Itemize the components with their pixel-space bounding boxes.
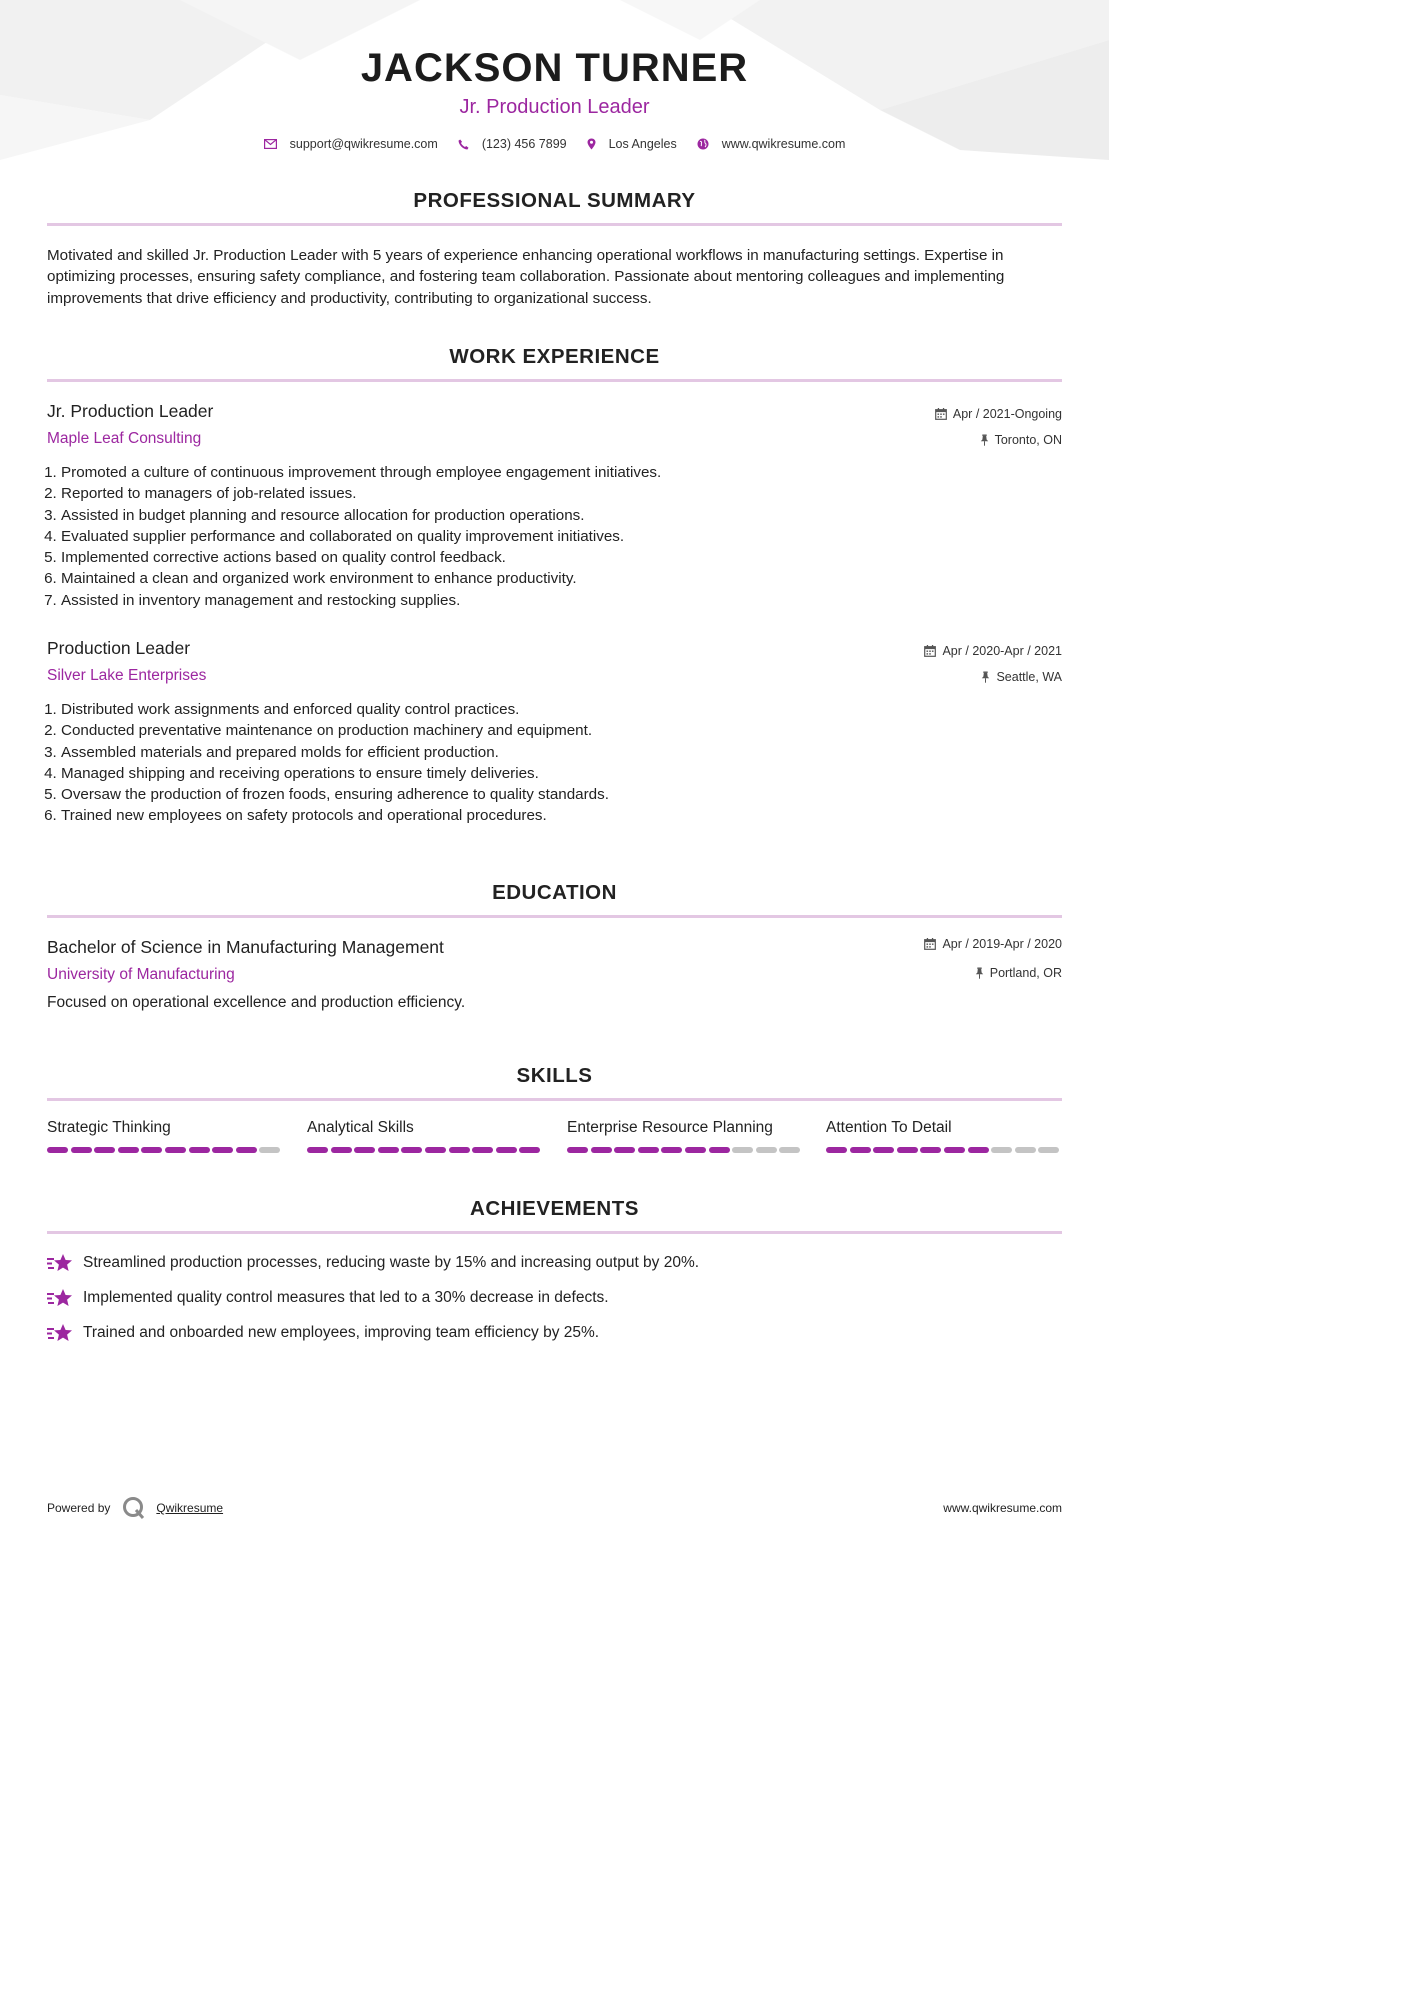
achievements-divider [47,1231,1062,1234]
skill-dot-filled [826,1147,847,1153]
achievement-item [47,1323,599,1343]
calendar-icon [924,645,936,657]
list-item: 3. Assembled materials and prepared molds for efficient production. [61,742,1041,763]
job-location [981,670,1062,684]
skill-dot-empty [756,1147,777,1153]
job-responsibilities [47,699,1041,827]
achievement-item [47,1288,609,1308]
job-responsibilities [47,462,1041,611]
education-location [975,966,1062,980]
summary-text: Motivated and skilled Jr. Production Leader with 5 years of experience enhancing operational workflows in manufacturing settings. Expertise in optimizing processes, ensuring safety compliance, and fostering team collaboration. Passionate about mentoring colleagues and implementing improvements that drive efficiency and productivity, contributing to organizational success. [47,247,1005,307]
list-item: 2. Reported to managers of job-related issues. [61,483,1041,504]
list-item: 5. Oversaw the production of frozen foods, ensuring adherence to quality standards. [61,784,1041,805]
job-dates [924,644,1062,658]
skill-dot-filled [47,1147,68,1153]
education-description: Focused on operational excellence and production efficiency. [47,994,466,1011]
job-dates-text: Apr / 2020-Apr / 2021 [942,644,1062,658]
skill-dot-filled [236,1147,257,1153]
envelope-icon [264,139,277,149]
skill-name: Strategic Thinking [47,1119,171,1136]
skill-dot-filled [661,1147,682,1153]
school-name: University of Manufacturing [47,966,235,983]
education-dates-text: Apr / 2019-Apr / 2020 [942,937,1062,951]
skill-dot-filled [354,1147,375,1153]
skill-dot-filled [331,1147,352,1153]
skill-rating [826,1147,1062,1153]
skill-dot-filled [71,1147,92,1153]
list-item: 1. Distributed work assignments and enforced quality control practices. [61,699,1041,720]
skill-dot-filled [141,1147,162,1153]
degree-title: Bachelor of Science in Manufacturing Management [47,937,444,957]
phone-icon [458,139,469,150]
achievement-item [47,1253,699,1273]
skill-dot-filled [425,1147,446,1153]
skill-name: Analytical Skills [307,1119,414,1136]
contact-website-text: www.qwikresume.com [721,137,846,151]
summary-divider [47,223,1062,226]
skill-dot-filled [118,1147,139,1153]
skill-dot-filled [591,1147,612,1153]
experience-heading: WORK EXPERIENCE [449,345,660,368]
qwikresume-link[interactable]: Qwikresume [156,1501,224,1515]
pushpin-icon [975,967,984,979]
qwikresume-logo-icon [122,1496,146,1520]
skill-dot-empty [779,1147,800,1153]
skill-rating [567,1147,803,1153]
education-divider [47,915,1062,918]
skills-divider [47,1098,1062,1101]
skill-dot-filled [378,1147,399,1153]
job-title: Production Leader [47,638,191,658]
contact-location [587,137,677,151]
skill-dot-filled [897,1147,918,1153]
candidate-name: JACKSON TURNER [360,46,749,90]
footer-powered-by [47,1496,223,1520]
skill-dot-filled [449,1147,470,1153]
map-pin-icon [587,138,596,150]
contact-phone[interactable] [458,137,567,151]
skill-dot-filled [850,1147,871,1153]
skill-dot-filled [614,1147,635,1153]
achievement-text: Streamlined production processes, reducing waste by 15% and increasing output by 20%. [83,1254,700,1271]
skills-heading: SKILLS [516,1064,593,1087]
list-item: 6. Maintained a clean and organized work environment to enhance productivity. [61,568,1041,589]
experience-divider [47,379,1062,382]
job-dates-text: Apr / 2021-Ongoing [952,407,1062,421]
skill-dot-filled [189,1147,210,1153]
skill-dot-filled [496,1147,517,1153]
skill-dot-filled [685,1147,706,1153]
pushpin-icon [981,671,990,683]
footer-website[interactable]: www.qwikresume.com [943,1501,1062,1515]
skill-dot-filled [472,1147,493,1153]
skill-dot-filled [165,1147,186,1153]
contact-bar [0,137,1109,151]
contact-email-text: support@qwikresume.com [289,137,438,151]
achievements-heading: ACHIEVEMENTS [470,1197,639,1220]
achievement-text: Trained and onboarded new employees, improving team efficiency by 25%. [83,1324,600,1341]
skill-dot-filled [567,1147,588,1153]
skill-dot-filled [212,1147,233,1153]
skill-rating [307,1147,543,1153]
job-location-text: Seattle, WA [996,670,1062,684]
company-name: Silver Lake Enterprises [47,667,207,684]
candidate-title: Jr. Production Leader [459,96,650,118]
star-icon [47,1288,73,1308]
education-heading: EDUCATION [492,881,617,904]
skill-dot-filled [968,1147,989,1153]
skill-dot-empty [732,1147,753,1153]
list-item: 2. Conducted preventative maintenance on production machinery and equipment. [61,720,1041,741]
education-location-text: Portland, OR [989,966,1062,980]
list-item: 7. Assisted in inventory management and restocking supplies. [61,590,1041,611]
powered-by-label: Powered by [47,1501,111,1515]
globe-icon [697,138,709,150]
skill-dot-filled [401,1147,422,1153]
skill-dot-empty [259,1147,280,1153]
contact-location-text: Los Angeles [608,137,677,151]
star-icon [47,1323,73,1343]
company-name: Maple Leaf Consulting [47,430,202,447]
skill-dot-filled [873,1147,894,1153]
list-item: 6. Trained new employees on safety protocols and operational procedures. [61,805,1041,826]
skill-dot-empty [1038,1147,1059,1153]
skill-name: Enterprise Resource Planning [567,1119,773,1136]
list-item: 4. Managed shipping and receiving operations to ensure timely deliveries. [61,763,1041,784]
star-icon [47,1253,73,1273]
skill-name: Attention To Detail [826,1119,952,1136]
skill-dot-filled [920,1147,941,1153]
skill-dot-empty [991,1147,1012,1153]
contact-phone-text: (123) 456 7899 [481,137,567,151]
calendar-icon [935,408,947,420]
pushpin-icon [980,434,989,446]
skill-dot-filled [638,1147,659,1153]
skill-dot-filled [709,1147,730,1153]
contact-website[interactable] [697,137,846,151]
education-dates [924,937,1062,951]
skill-dot-filled [307,1147,328,1153]
job-location-text: Toronto, ON [994,433,1062,447]
skill-dot-empty [1015,1147,1036,1153]
job-dates [935,407,1062,421]
skill-rating [47,1147,283,1153]
list-item: 3. Assisted in budget planning and resource allocation for production operations. [61,505,1041,526]
job-title: Jr. Production Leader [47,401,214,421]
achievement-text: Implemented quality control measures that led to a 30% decrease in defects. [83,1289,609,1306]
list-item: 1. Promoted a culture of continuous improvement through employee engagement initiatives. [61,462,1041,483]
skill-dot-filled [944,1147,965,1153]
summary-heading: PROFESSIONAL SUMMARY [413,189,696,212]
job-location [980,433,1062,447]
skill-dot-filled [94,1147,115,1153]
skill-dot-filled [519,1147,540,1153]
calendar-icon [924,938,936,950]
list-item: 5. Implemented corrective actions based on quality control feedback. [61,547,1041,568]
list-item: 4. Evaluated supplier performance and collaborated on quality improvement initiatives. [61,526,1041,547]
contact-email[interactable] [264,137,438,151]
